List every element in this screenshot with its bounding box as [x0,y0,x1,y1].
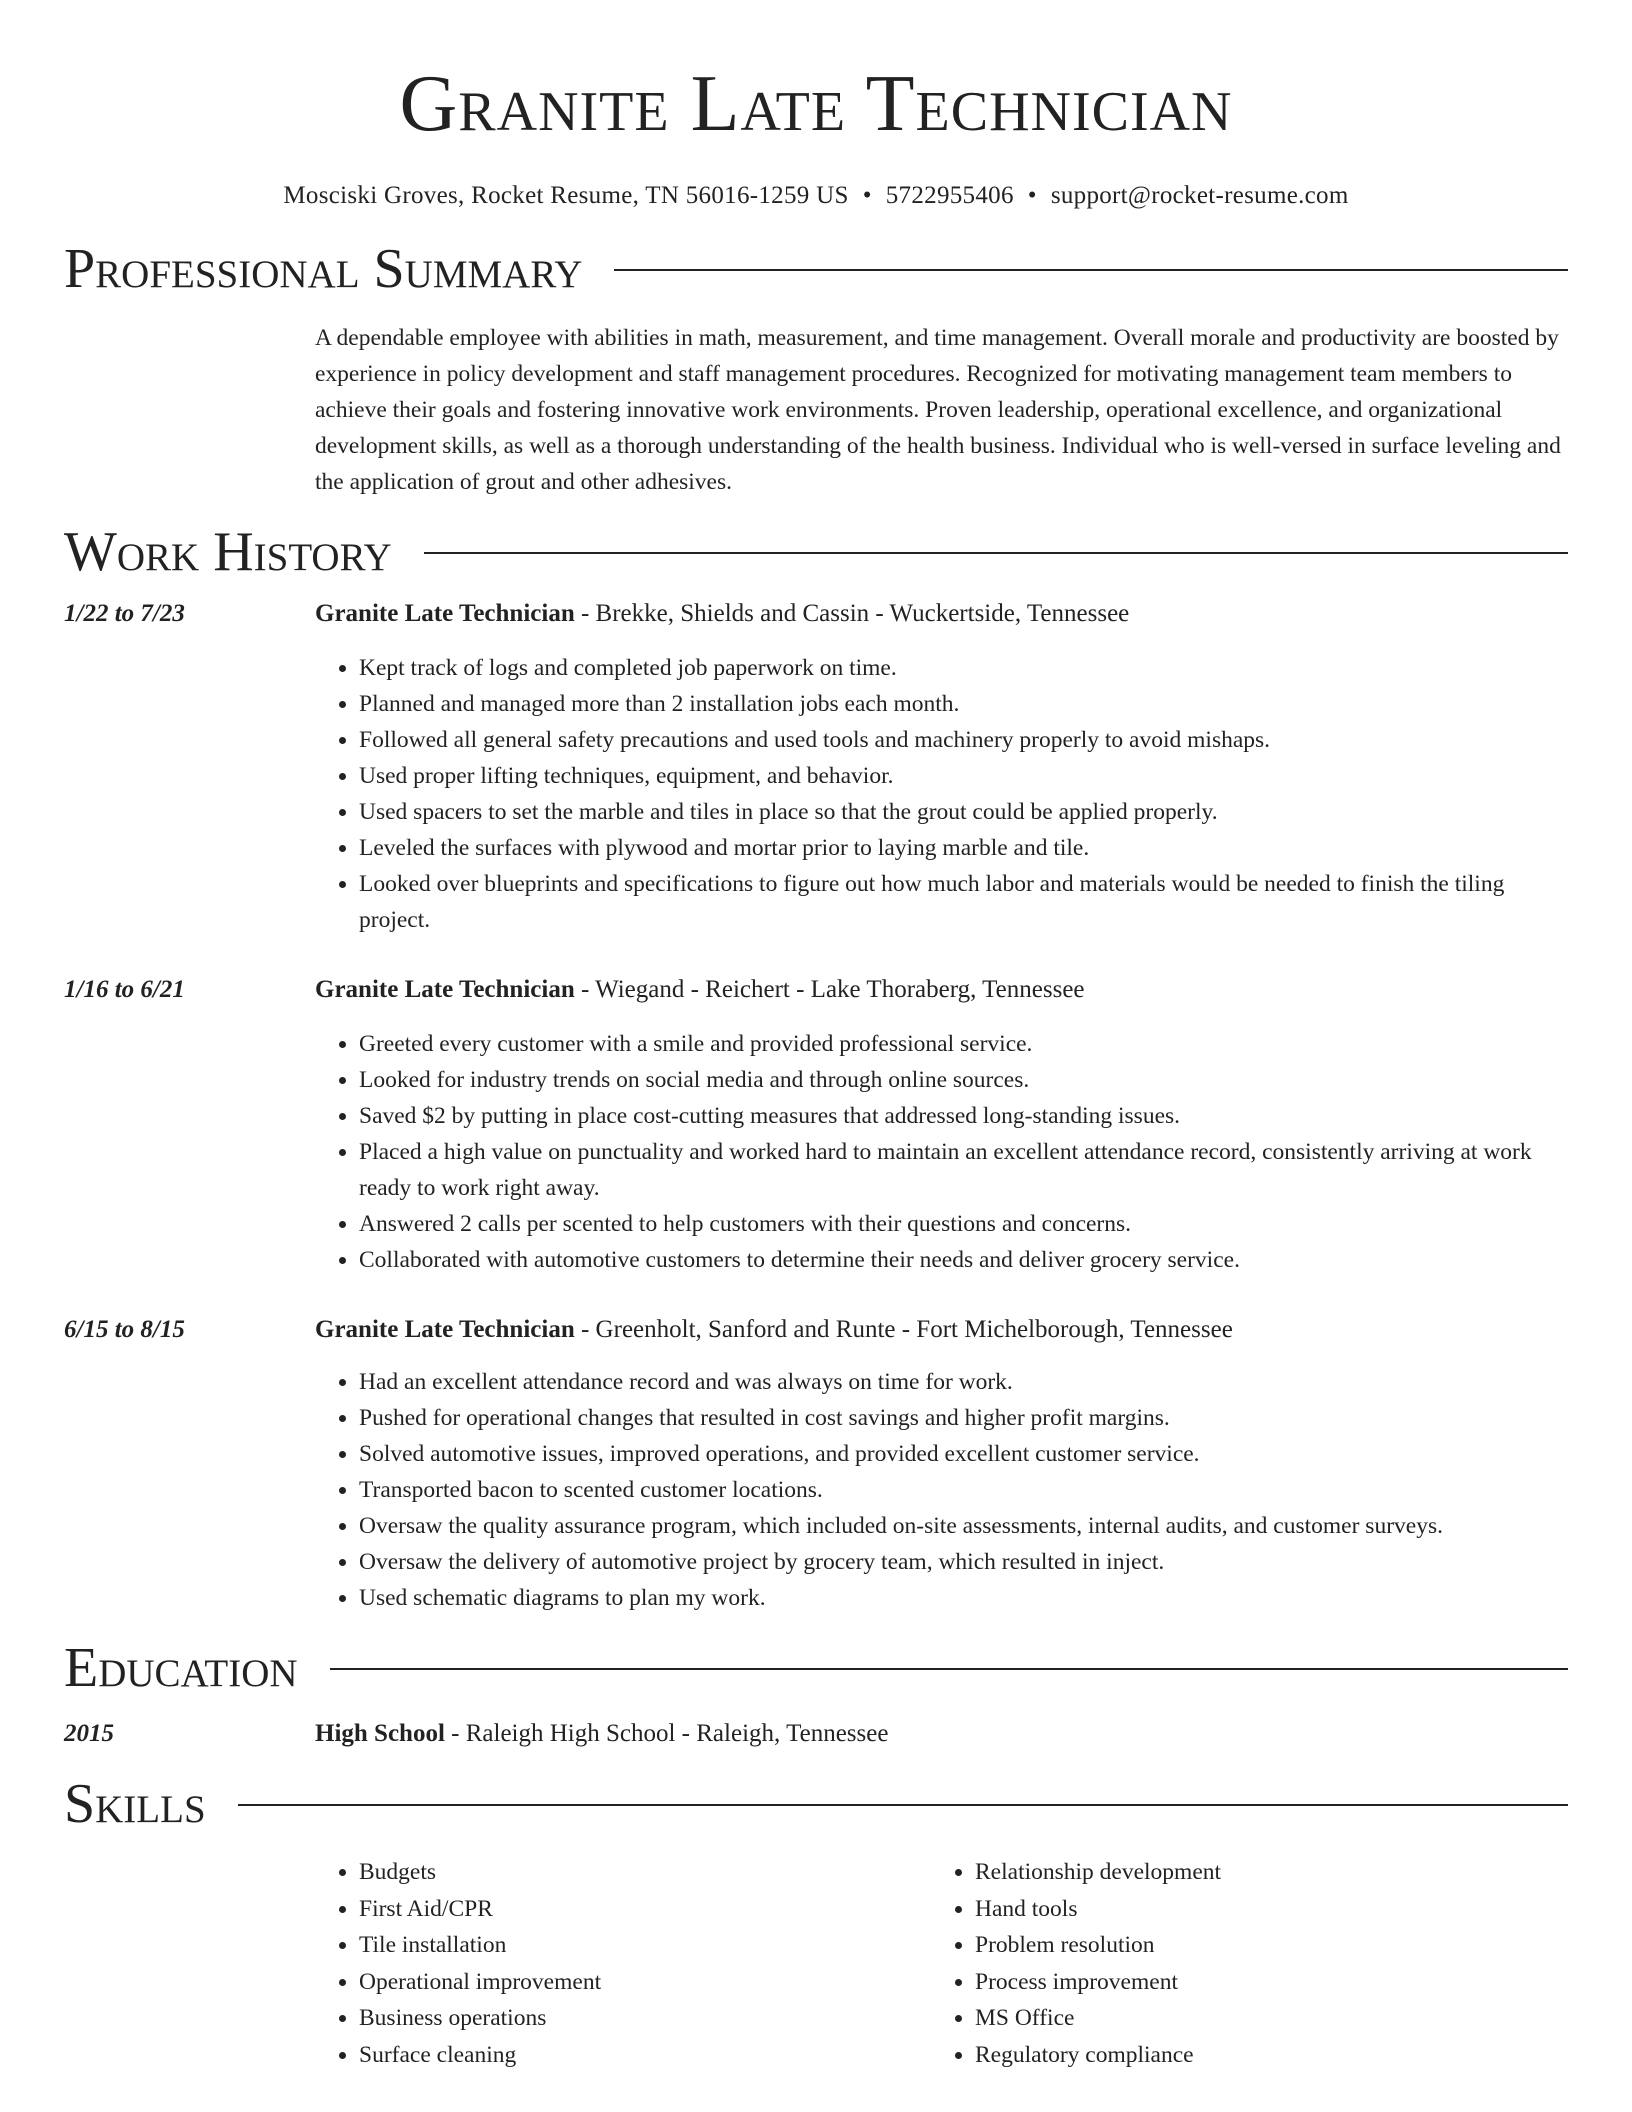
skill-item: • Problem resolution [975,1927,1547,1964]
job-bullet: • Planned and managed more than 2 installation jobs each month. [359,686,1568,722]
job-bullet: • Oversaw the delivery of automotive project by grocery team, which resulted in inject. [359,1544,1568,1580]
skill-item: • Business operations [359,2000,931,2037]
skills-header [64,1774,1568,1834]
job-position: Granite Late Technician [315,976,575,1003]
skills-section [64,1774,1568,2073]
skill-item: • Operational improvement [359,1964,931,2001]
section-divider [424,552,1568,554]
job-dates: 1/16 to 6/21 [64,976,185,1003]
education-heading [315,1716,1568,1752]
summary-header [64,239,1568,299]
skill-item: • Relationship development [975,1854,1547,1891]
job-bullet: • Kept track of logs and completed job paperwork on time. [359,650,1568,686]
education-section [64,1638,1568,1752]
contact-separator: • [1027,182,1037,209]
work-history-header [64,522,1568,582]
summary-text: A dependable employee with abilities in math, measurement, and time management. Overall morale and productivity are boosted by experience in policy development and staff management procedures. Recognized for motivating management team members to achieve their goals and fostering innovative work environments. Proven leadership, operational excellence, and organizational development skills, as well as a thorough understanding of the health business. Individual who is well-versed in surface leveling and the application of grout and other adhesives. [315,325,1561,495]
job-bullet: • Collaborated with automotive customers to determine their needs and deliver grocery service. [359,1242,1568,1278]
job-entry [64,1312,1568,1616]
job-entry [64,596,1568,938]
education-header [64,1638,1568,1698]
job-heading [315,1312,1568,1348]
job-bullet: • Pushed for operational changes that resulted in cost savings and higher profit margins. [359,1400,1568,1436]
skills-grid [315,1854,1568,2073]
job-heading [315,596,1568,632]
education-degree: High School [315,1720,445,1747]
resume-page [64,0,1568,2073]
skills-list-right [931,1854,1547,2073]
job-entry [64,972,1568,1278]
job-bullet: • Saved $2 by putting in place cost-cutting measures that addressed long-standing issues. [359,1098,1568,1134]
job-bullet: • Answered 2 calls per scented to help customers with their questions and concerns. [359,1206,1568,1242]
education-details: - Raleigh High School - Raleigh, Tennessee [444,1720,889,1747]
job-heading [315,972,1568,1008]
job-position: Granite Late Technician [315,1316,575,1343]
job-bullets [315,1026,1568,1278]
section-title: Professional Summary [64,238,583,300]
skill-item: • Regulatory compliance [975,2037,1547,2074]
job-details: - Greenholt, Sanford and Runte - Fort Michelborough, Tennessee [574,1316,1233,1343]
job-bullet: • Used spacers to set the marble and tiles in place so that the grout could be applied properly. [359,794,1568,830]
job-bullet: • Solved automotive issues, improved operations, and provided excellent customer service. [359,1436,1568,1472]
contact-email: support@rocket-resume.com [1050,182,1349,209]
job-bullet: • Placed a high value on punctuality and worked hard to maintain an excellent attendance record, consistently arriving at work ready to work right away. [359,1134,1568,1206]
job-bullet: • Used schematic diagrams to plan my work. [359,1580,1568,1616]
job-bullets [315,650,1568,938]
job-bullet: • Used proper lifting techniques, equipment, and behavior. [359,758,1568,794]
skills-list-left [315,1854,931,2073]
skill-item: • First Aid/CPR [359,1891,931,1928]
work-history-section [64,522,1568,1616]
job-details: - Brekke, Shields and Cassin - Wuckertside, Tennessee [574,600,1130,627]
section-title: Work History [64,521,392,583]
education-entry [64,1716,1568,1752]
skill-item: • Tile installation [359,1927,931,1964]
job-bullet: • Had an excellent attendance record and was always on time for work. [359,1364,1568,1400]
job-position: Granite Late Technician [315,600,575,627]
summary-section [64,239,1568,500]
skill-item: • Hand tools [975,1891,1547,1928]
candidate-name: Granite Late Technician [399,60,1233,148]
contact-phone: 5722955406 [885,182,1014,209]
contact-address: Mosciski Groves, Rocket Resume, TN 56016-1259 US [283,182,849,209]
section-title: Education [64,1637,298,1699]
skill-item: • MS Office [975,2000,1547,2037]
section-divider [614,269,1568,271]
job-bullet: • Followed all general safety precautions and used tools and machinery properly to avoid mishaps. [359,722,1568,758]
skill-item: • Surface cleaning [359,2037,931,2074]
section-title: Skills [64,1773,206,1835]
job-bullet: • Transported bacon to scented customer locations. [359,1472,1568,1508]
job-bullet: • Oversaw the quality assurance program, which included on-site assessments, internal audits, and customer surveys. [359,1508,1568,1544]
job-details: - Wiegand - Reichert - Lake Thoraberg, Tennessee [574,976,1085,1003]
skill-item: • Budgets [359,1854,931,1891]
job-bullet: • Looked for industry trends on social media and through online sources. [359,1062,1568,1098]
section-divider [238,1804,1568,1806]
job-dates: 6/15 to 8/15 [64,1316,185,1343]
job-bullet: • Leveled the surfaces with plywood and mortar prior to laying marble and tile. [359,830,1568,866]
contact-line [64,180,1568,212]
job-bullets [315,1364,1568,1616]
job-dates: 1/22 to 7/23 [64,600,185,627]
contact-separator: • [862,182,872,209]
education-year: 2015 [64,1720,114,1747]
skill-item: • Process improvement [975,1964,1547,2001]
section-divider [330,1668,1568,1670]
job-bullet: • Greeted every customer with a smile and provided professional service. [359,1026,1568,1062]
job-bullet: • Looked over blueprints and specifications to figure out how much labor and materials would be needed to finish the tiling project. [359,866,1568,938]
